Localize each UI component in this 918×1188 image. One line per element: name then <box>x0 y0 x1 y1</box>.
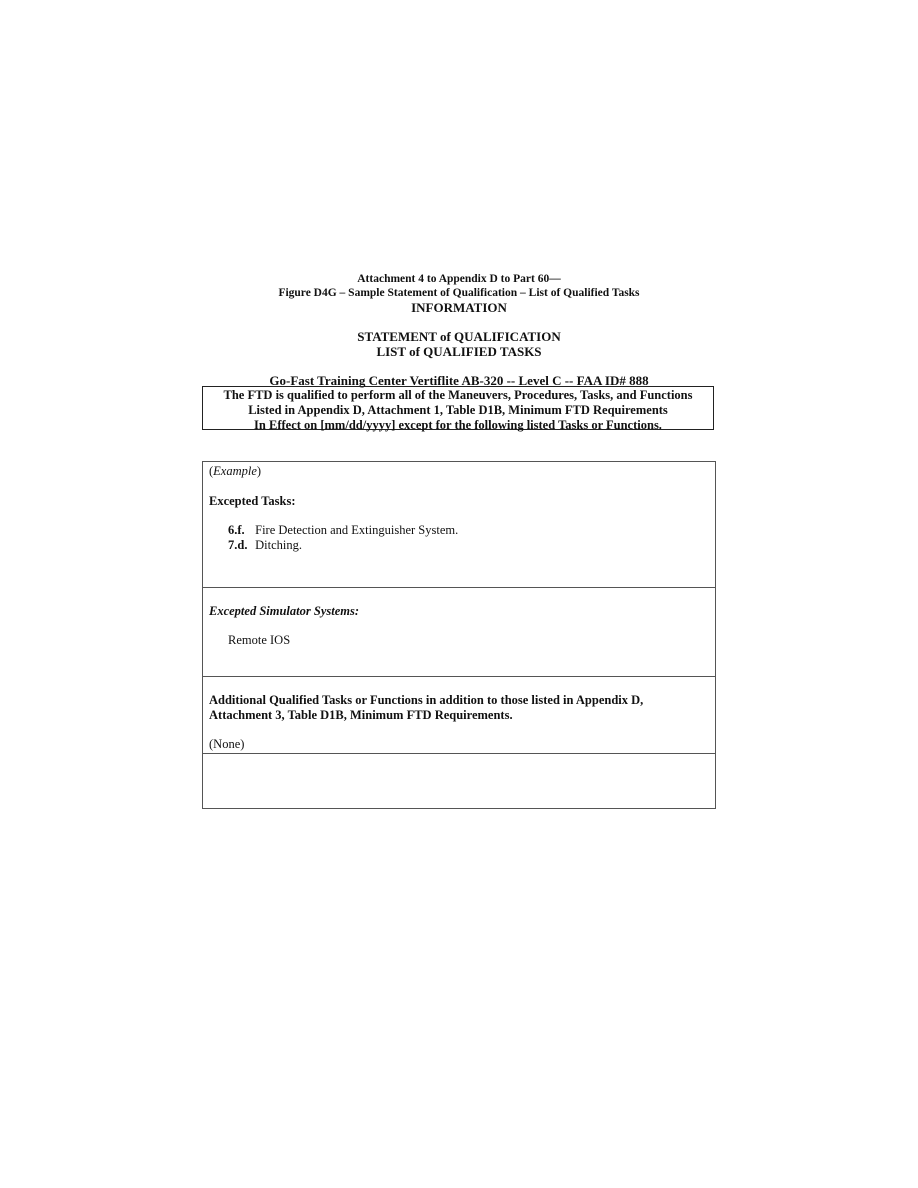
excepted-systems-section <box>203 588 715 677</box>
qualification-line-2: Listed in Appendix D, Attachment 1, Table D1B, Minimum FTD Requirements <box>248 403 668 417</box>
task-item <box>228 524 458 537</box>
task-code: 7.d. <box>228 538 248 552</box>
example-label: (Example) <box>209 464 262 478</box>
qualification-line-1: The FTD is qualified to perform all of the Maneuvers, Procedures, Tasks, and Functions <box>223 388 693 402</box>
excepted-tasks-heading: Excepted Tasks: <box>209 494 296 508</box>
statement-subtitle: LIST of QUALIFIED TASKS <box>376 344 542 359</box>
empty-section <box>203 754 715 808</box>
additional-heading-line-1: Additional Qualified Tasks or Functions in addition to those listed in Appendix D, <box>209 693 644 707</box>
figure-caption: Figure D4G – Sample Statement of Qualification – List of Qualified Tasks <box>278 287 640 299</box>
exceptions-table <box>202 461 716 809</box>
task-item <box>228 539 302 552</box>
task-text: Fire Detection and Extinguisher System. <box>255 523 459 537</box>
additional-tasks-section <box>203 677 715 754</box>
device-line: Go-Fast Training Center Vertiflite AB-320 -- Level C -- FAA ID# 888 <box>269 373 649 388</box>
statement-title: STATEMENT of QUALIFICATION <box>357 329 561 344</box>
attachment-heading: Attachment 4 to Appendix D to Part 60— <box>357 273 561 285</box>
excepted-tasks-section <box>203 462 715 588</box>
task-code: 6.f. <box>228 523 245 537</box>
additional-heading-line-2: Attachment 3, Table D1B, Minimum FTD Requirements. <box>209 708 513 722</box>
excepted-systems-heading: Excepted Simulator Systems: <box>209 604 359 618</box>
system-item: Remote IOS <box>228 633 291 647</box>
task-text: Ditching. <box>255 538 302 552</box>
qualification-line-3: In Effect on [mm/dd/yyyy] except for the following listed Tasks or Functions. <box>254 418 662 432</box>
additional-value: (None) <box>209 737 245 751</box>
information-heading: INFORMATION <box>411 300 507 315</box>
qualification-box <box>202 386 714 430</box>
